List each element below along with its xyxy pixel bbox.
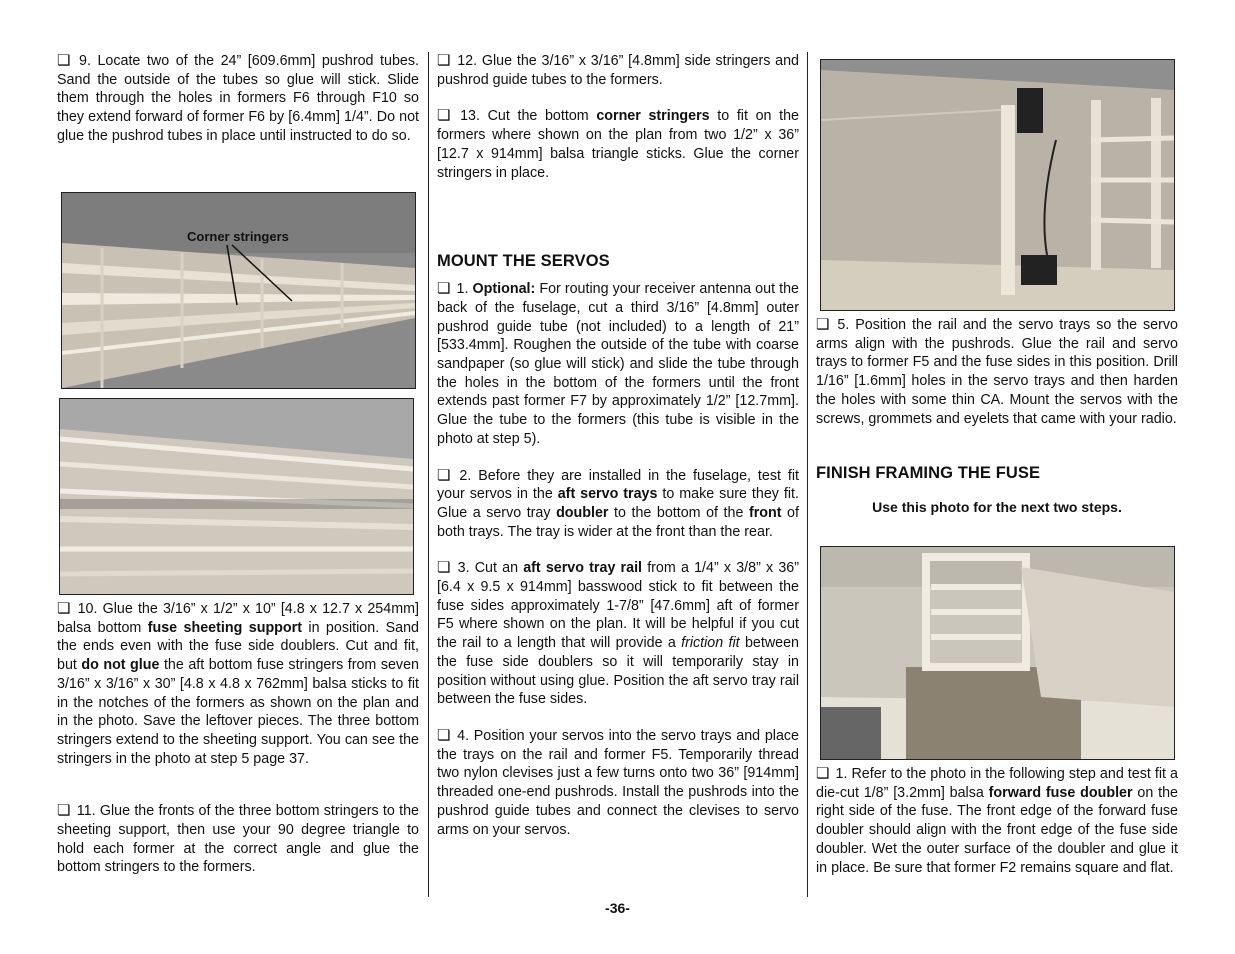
checkbox-icon[interactable]: ❏ [816, 316, 830, 333]
checkbox-icon[interactable]: ❏ [57, 802, 71, 820]
page-number: -36- [605, 900, 630, 916]
servo-step-2-bold-3: front [748, 504, 782, 521]
checkbox-icon[interactable]: ❏ [57, 52, 71, 69]
column-1 [57, 52, 419, 146]
checkbox-icon[interactable]: ❏ [437, 280, 451, 298]
step-9-text: 9. Locate two of the 24” [609.6mm] pushrod tubes. Sand the outside of the tubes so glue will stick. Slide them through the holes in formers F6 through F10 so they extend forward of former F6 by [6.4mm] 1/4”. Do not glue the pushrod tubes in place until instructed to do so. [57, 53, 419, 144]
heading-mount-the-servos: MOUNT THE SERVOS [437, 252, 610, 271]
servo-step-2-bold-2: doubler [556, 504, 609, 521]
servo-step-3-text-1: 3. Cut an [452, 560, 524, 577]
servo-step-2 [437, 467, 799, 542]
step-12-text: 12. Glue the 3/16” x 3/16” [4.8mm] side stringers and pushrod guide tubes to the formers. [437, 53, 799, 88]
photo-forward-fuse [820, 546, 1175, 760]
heading-finish-framing-the-fuse: FINISH FRAMING THE FUSE [816, 464, 1041, 483]
step-13-text-1: 13. Cut the bottom [452, 108, 597, 125]
servo-step-5-text: 5. Position the rail and the servo trays so the servo arms align with the pushrods. Glue the rail and servo trays to former F5 and the fuse sides in this position. Drill 1/16” [1.6mm] holes in the servo trays and then harden the holes with some thin CA. Mount the servos with the screws, grommets and eyelets that came with your radio. [816, 317, 1178, 427]
servo-step-1-bold-1: Optional: [472, 281, 536, 298]
checkbox-icon[interactable]: ❏ [437, 559, 451, 577]
servo-step-4 [437, 727, 799, 839]
photo-caption: Use this photo for the next two steps. [872, 499, 1122, 516]
column-2 [437, 52, 799, 839]
servo-step-2-text-2: to make sure they fit. Glue a servo tray [437, 486, 799, 521]
step-10-bold-2: do not glue [81, 657, 160, 674]
servo-step-5 [816, 316, 1178, 428]
servo-step-1-text-1: 1. [452, 281, 473, 298]
servo-step-1-text-2: For routing your receiver antenna out the back of the fuselage, cut a third 3/16” [4.8mm] outer pushrod guide tube (not included) to a length of 21” [533.4mm]. Roughen the outside of the tube with coarse sandpaper (so glue will stick) and slide the tube through the holes in the bottom of the formers until the front extends past former F7 by approximately 1/2” [12.7mm]. Glue the tube to the formers (this tube is visible in the photo at step 5). [437, 281, 799, 447]
step-10 [57, 600, 419, 768]
step-12 [437, 52, 799, 89]
servo-step-2-text-3: to the bottom of the [608, 504, 749, 521]
column-3-lower [816, 765, 1178, 877]
step-11-text: 11. Glue the fronts of the three bottom stringers to the sheeting support, then use your 90 degree triangle to hold each former at the correct angle and glue the bottom stringers to the formers. [57, 803, 419, 876]
servo-step-3 [437, 559, 799, 709]
step-9 [57, 52, 419, 146]
photo-corner-stringers [61, 192, 416, 389]
framing-step-1-text-1: 1. Refer to the photo in the following step and test fit a die-cut 1/8” [3.2mm] balsa [816, 766, 1178, 801]
servo-step-1 [437, 280, 799, 448]
photo-bottom-stringers [59, 398, 414, 595]
step-13-text-2: to fit on the formers where shown on the plan from two 1/2” x 36” [12.7 x 914mm] balsa triangle sticks. Glue the corner stringers in place. [437, 108, 799, 181]
servo-step-2-text-4: of both trays. The tray is wider at the front than the rear. [437, 504, 799, 540]
checkbox-icon[interactable]: ❏ [437, 52, 451, 69]
step-13 [437, 107, 799, 182]
photo-servo-trays [820, 59, 1175, 311]
checkbox-icon[interactable]: ❏ [437, 107, 451, 125]
step-10-text-3: the aft bottom fuse stringers from seven 3/16” x 3/16” x 30” [4.8 x 4.8 x 762mm] balsa sticks to fit in the notches of the formers as shown on the plan and in the photo. Save the leftover pieces. The three bottom stringers extend to the sheeting support. You can see the stringers in the photo at step 5 page 37. [57, 657, 419, 767]
servo-step-3-text-2: from a 1/4” x 3/8” x 36” [6.4 x 9.5 x 914mm] basswood stick to fit between the fuse sides approximately 1-7/8” [47.6mm] aft of former F5 where shown on the plan. It will be helpful if you cut the rail to a length that will provide a [437, 560, 799, 652]
framing-step-1-text-2: on the right side of the fuse. The front edge of the forward fuse doubler should align with the front edge of the fuse side doubler. Wet the outer surface of the doubler and glue it in place. Be sure that former F2 remains square and flat. [816, 784, 1178, 876]
step-11 [57, 802, 419, 877]
framing-step-1 [816, 765, 1178, 877]
servo-step-4-text: 4. Position your servos into the servo trays and place the trays on the rail and former F5. Temporarily thread two nylon clevises just a few turns onto two 36” [914mm] threaded one-end pushrods. Install the pushrods into the pushrod guide tubes and connect the clevises to servo arms on your servos. [437, 727, 799, 838]
step-10-text-1: 10. Glue the 3/16” x 1/2” x 10” [4.8 x 12.7 x 254mm] balsa bottom [57, 601, 419, 636]
column-3 [816, 316, 1178, 515]
step-10-text-2: in position. Sand the ends even with the fuse side doublers. Cut and fit, but [57, 619, 419, 674]
servo-step-2-bold-1: aft servo trays [557, 486, 658, 503]
servo-step-3-text-3: between the fuse side doublers so it will temporarily stay in position without using glue. Position the aft servo tray rail between the fuse sides. [437, 635, 800, 708]
column-divider-1 [428, 52, 429, 897]
checkbox-icon[interactable]: ❏ [437, 726, 451, 744]
checkbox-icon[interactable]: ❏ [437, 466, 451, 484]
servo-step-2-text-1: 2. Before they are installed in the fuselage, test fit your servos in the [437, 467, 799, 503]
step-10-bold-1: fuse sheeting support [147, 619, 302, 636]
checkbox-icon[interactable]: ❏ [816, 765, 830, 782]
servo-step-3-bold-1: aft servo tray rail [523, 560, 643, 577]
framing-step-1-bold-1: forward fuse doubler [988, 784, 1133, 801]
servo-step-3-italic-1: friction fit [681, 635, 740, 652]
photo-label-corner-stringers: Corner stringers [187, 229, 289, 244]
column-divider-2 [807, 52, 808, 897]
checkbox-icon[interactable]: ❏ [57, 600, 71, 617]
column-1-lower [57, 600, 419, 877]
step-13-bold-1: corner stringers [596, 108, 710, 125]
